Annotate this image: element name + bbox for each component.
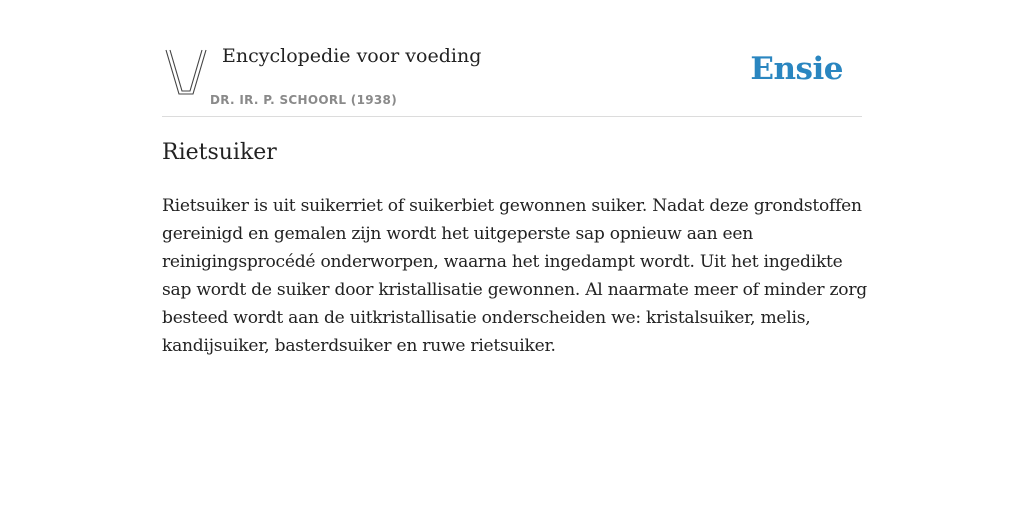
article-body-line: Rietsuiker is uit suikerriet of suikerbiet gewonnen suiker. Nadat deze grondstoffen: [162, 196, 862, 216]
source-title[interactable]: Encyclopedie voor voeding: [222, 45, 482, 67]
source-author: DR. IR. P. SCHOORL (1938): [210, 93, 397, 107]
article-body-line: besteed wordt aan de uitkristallisatie onderscheiden we: kristalsuiker, melis,: [162, 308, 811, 328]
article-body: [162, 192, 867, 360]
ensie-brand-link[interactable]: Ensie: [750, 51, 843, 87]
source-header: [162, 36, 862, 117]
v-outline-logo-icon[interactable]: [165, 48, 207, 96]
article-body-line: gereinigd en gemalen zijn wordt het uitgeperste sap opnieuw aan een: [162, 224, 754, 244]
article-body-line: reinigingsprocédé onderworpen, waarna het ingedampt wordt. Uit het ingedikte: [162, 252, 843, 272]
article-body-line: sap wordt de suiker door kristallisatie gewonnen. Al naarmate meer of minder zorg: [162, 280, 867, 300]
article-title: Rietsuiker: [162, 140, 277, 165]
article-body-line: kandijsuiker, basterdsuiker en ruwe rietsuiker.: [162, 336, 556, 356]
